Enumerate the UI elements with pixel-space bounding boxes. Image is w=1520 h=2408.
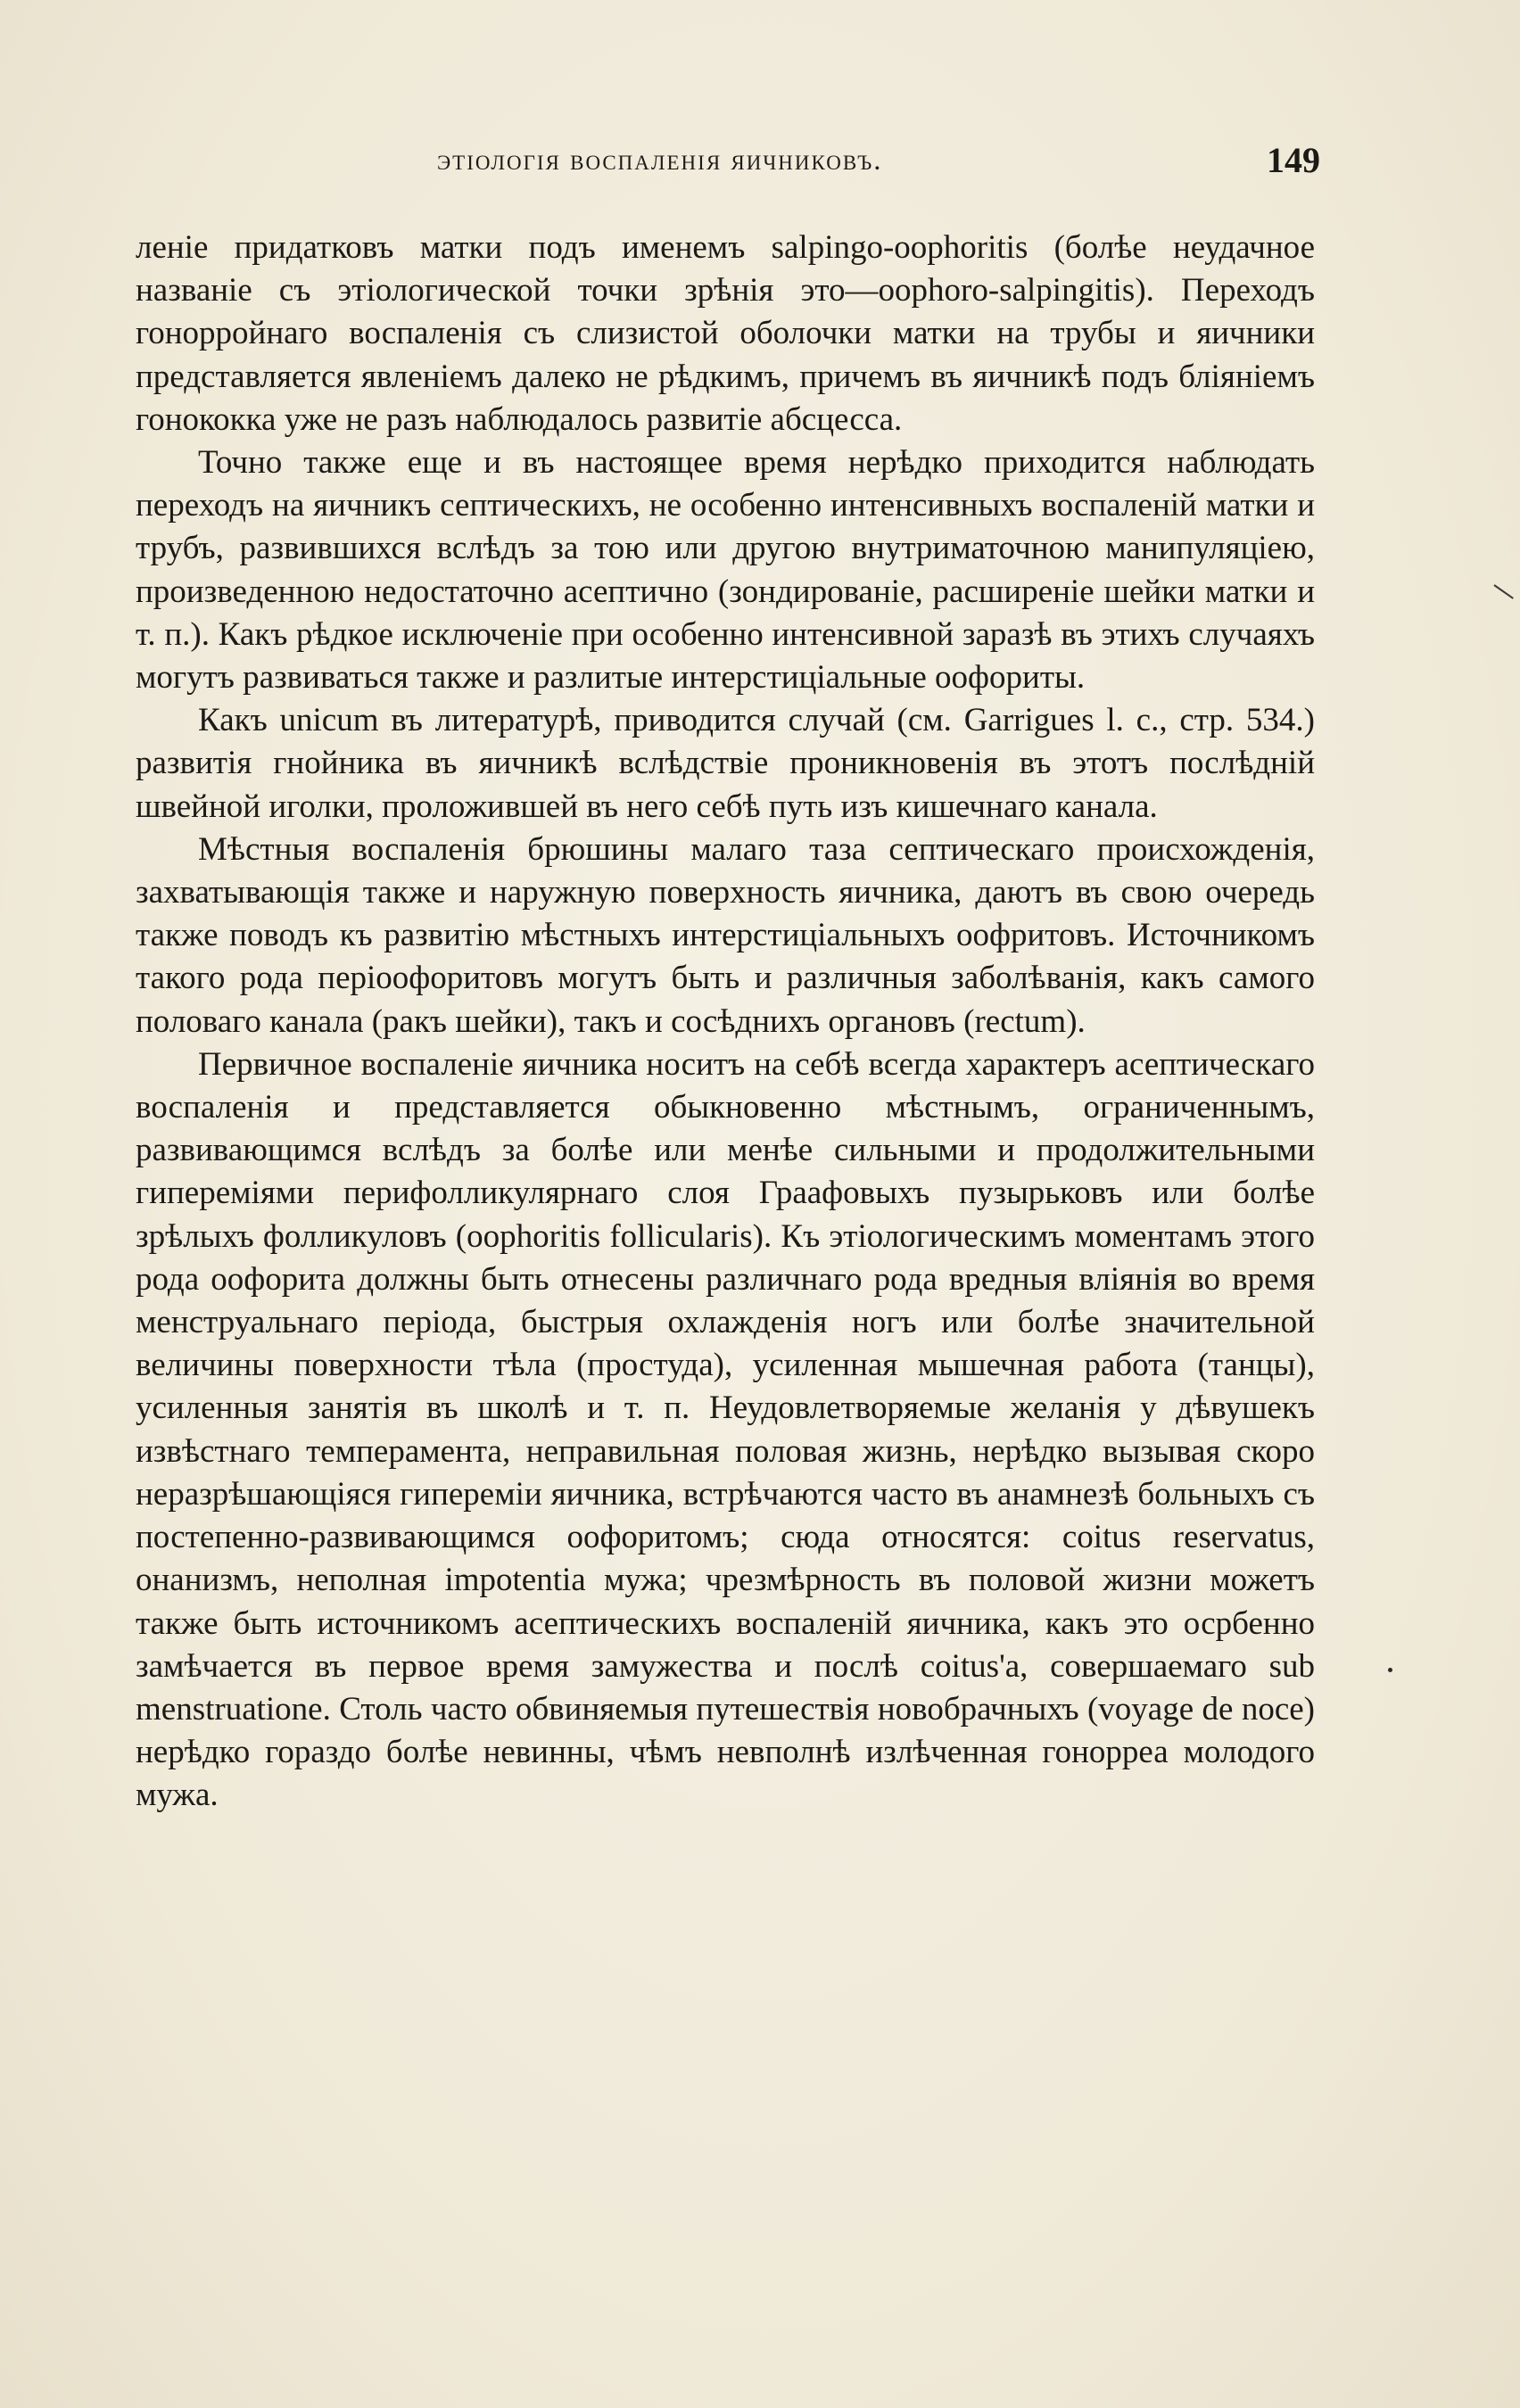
running-header	[134, 138, 1320, 183]
paragraph-1: леніе придатковъ матки подъ именемъ salpingo-oophoritis (болѣе неудачное названіе съ этіологической точки зрѣнія это—oophoro-salpingitis). Переходъ гонорройнаго воспаленія съ слизистой оболочки матки на трубы и яичники представляется явленіемъ далеко не рѣдкимъ, причемъ въ яичникѣ подъ бліяніемъ гонококка уже не разъ наблюдалось развитіе абсцесса.	[136, 229, 1315, 438]
body-text	[136, 227, 1315, 1818]
page-number: 149	[1267, 140, 1320, 180]
paragraph-3: Какъ unicum въ литературѣ, приводится случай (см. Garrigues l. c., стр. 534.) развитія гнойника въ яичникѣ вслѣдствіе проникновенія въ этотъ послѣдній швейной иголки, проложившей въ него себѣ путь изъ кишечнаго канала.	[136, 702, 1315, 825]
paragraph-5: Первичное воспаленіе яичника носитъ на себѣ всегда характеръ асептическаго воспаленія и представляется обыкновенно мѣстнымъ, ограниченнымъ, развивающимся вслѣдъ за болѣе или менѣе сильными и продолжительными гипереміями перифолликулярнаго слоя Граафовыхъ пузырьковъ или болѣе зрѣлыхъ фолликуловъ (oophoritis follicularis). Къ этіологическимъ моментамъ этого рода оофорита должны быть отнесены различнаго рода вредныя вліянія во время менструальнаго періода, быстрыя охлажденія ногъ или болѣе значительной величины поверхности тѣла (простуда), усиленная мышечная работа (танцы), усиленныя занятія въ школѣ и т. п. Неудовлетворяемые желанія у дѣвушекъ извѣстнаго темперамента, неправильная половая жизнь, нерѣдко вызывая скоро неразрѣшающіяся гипереміи яичника, встрѣчаются часто въ анамнезѣ больныхъ съ постепенно-развивающимся оофоритомъ; сюда относятся: coitus reservatus, онанизмъ, неполная impotentia мужа; чрезмѣрность въ половой жизни можетъ также быть источникомъ асептическихъ воспаленій яичника, какъ это осрбенно замѣчается въ первое время замужества и послѣ coitus'a, совершаемаго sub menstruatione. Столь часто обвиняемыя путешествія новобрачныхъ (voyage de noce) нерѣдко гораздо болѣе невинны, чѣмъ невполнѣ излѣченная гонорреа молодого мужа.	[136, 1045, 1315, 1814]
margin-pencil-mark	[1493, 584, 1513, 599]
margin-dot	[1388, 1668, 1392, 1672]
header-title: этіологія воспаленія яичниковъ.	[437, 144, 883, 177]
paragraph-4: Мѣстныя воспаленія брюшины малаго таза септическаго происхожденія, захватывающія также и наружную поверхность яичника, даютъ въ свою очередь также поводъ къ развитію мѣстныхъ интерстиціальныхъ оофритовъ. Источникомъ такого рода періоофоритовъ могутъ быть и различныя заболѣванія, какъ самого половаго канала (ракъ шейки), такъ и сосѣднихъ органовъ (rectum).	[136, 830, 1315, 1040]
paragraph-2: Точно также еще и въ настоящее время нерѣдко приходится наблюдать переходъ на яичникъ септическихъ, не особенно интенсивныхъ воспаленій матки и трубъ, развившихся вслѣдъ за тою или другою внутриматочною манипуляціею, произведенною недостаточно асептично (зондированіе, расширеніе шейки матки и т. п.). Какъ рѣдкое исключеніе при особенно интенсивной заразѣ въ этихъ случаяхъ могутъ развиваться также и разлитые интерстиціальные оофориты.	[136, 444, 1315, 697]
